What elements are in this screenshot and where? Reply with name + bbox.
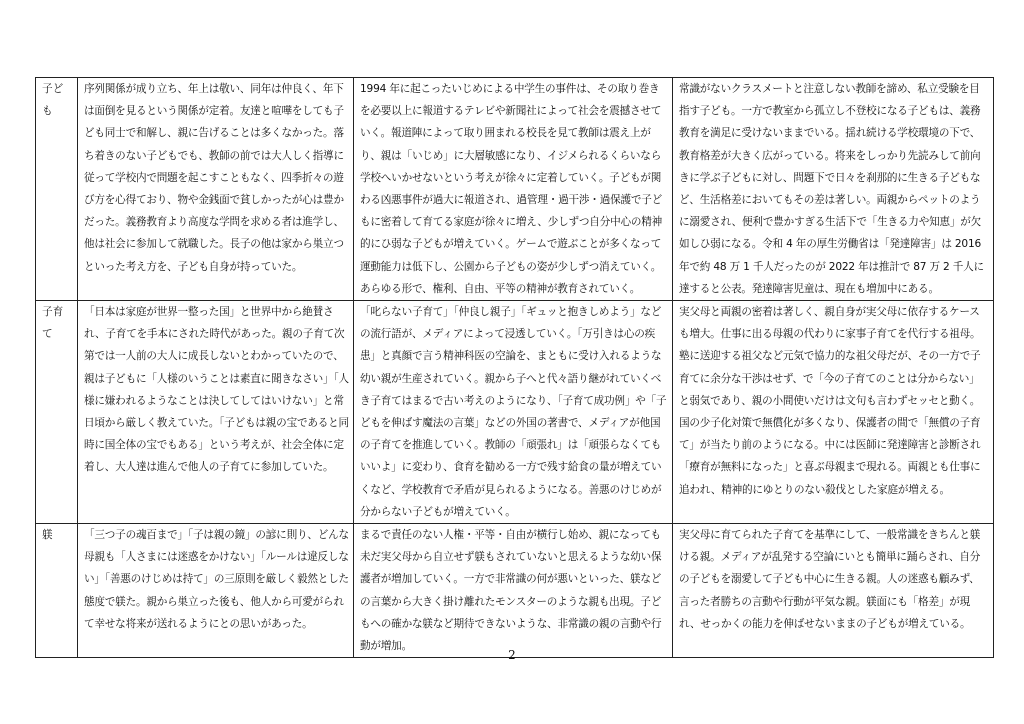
table-row-parenting	[36, 301, 994, 524]
row-label: 子育て	[36, 301, 78, 524]
table-cell: 常識がないクラスメートと注意しない教師を諦め、私立受験を目指す子ども。一方で教室から孤立し不登校になる子どもは、義務教育を満足に受けないままでいる。揺れ続ける学校環境の下で、教育格差が大きく広がっている。将来をしっかり先読みして前向きに学ぶ子どもに対し、問題下で日々を刹那的に生きる子どもなど、生活格差においてもその差は著しい。両親からペットのように溺愛され、便利で豊かすぎる生活下で「生きる力や知恵」が欠如しひ弱になる。令和 4 年の厚生労働省は「発達障害」は 2016 年で約 48 万 1 千人だったのが 2022 年は推計で 87 万 2 千人に達すると公表。発達障害児童は、現在も増加中にある。	[673, 78, 994, 301]
page-number: 2	[508, 648, 516, 662]
table-cell: 「日本は家庭が世界一整った国」と世界中から絶賛され、子育てを手本にされた時代があった。親の子育て次第では一人前の大人に成長しないとわかっていたので、親は子どもに「人様のいうことは素直に聞きなさい」「人様に嫌われるようなことは決してしてはいけない」と常日頃から厳しく教えていた。「子どもは親の宝であると同時に国全体の宝でもある」という考えが、社会全体に定着し、大人達は進んで他人の子育てに参加していた。	[78, 301, 354, 524]
row-label: 子ども	[36, 78, 78, 301]
row-label: 躾	[36, 524, 78, 658]
comparison-table	[35, 77, 994, 658]
table-cell: 「叱らない子育て」「仲良し親子」「ギュッと抱きしめよう」などの流行語が、メディアによって浸透していく。「万引きは心の疾患」と真顔で言う精神科医の空論を、まともに受け入れるような幼い親が生産されていく。親から子へと代々語り継がれていくべき子育てはまるで古い考えのようになり、「子育て成功例」や「子どもを伸ばす魔法の言葉」などの外国の著書で、メディアが他国の子育てを推進していく。教師の「頑張れ」は「頑張らなくてもいいよ」に変わり、食育を勧める一方で残す給食の量が増えていくなど、学校教育で矛盾が見られるようになる。善悪のけじめが分からない子どもが増えていく。	[354, 301, 673, 524]
table-cell: まるで責任のない人権・平等・自由が横行し始め、親になっても未だ実父母から自立せず躾もされていないと思えるような幼い保護者が増加していく。一方で非常識の何が悪いといった、躾などの言葉から大きく掛け離れたモンスターのような親も出現。子どもへの確かな躾など期待できないような、非常識の親の言動や行動が増加。	[354, 524, 673, 658]
table-row-discipline	[36, 524, 994, 658]
table-cell: 1994 年に起こったいじめによる中学生の事件は、その取り巻きを必要以上に報道するテレビや新聞社によって社会を震撼させていく。報道陣によって取り囲まれる校長を見て教師は震え上がり、親は「いじめ」に大層敏感になり、イジメられるくらいなら学校へいかせないという考えが徐々に定着していく。子どもが関わる凶悪事件が過大に報道され、過管理・過干渉・過保護で子どもに密着して育てる家庭が徐々に増え、少しずつ自分中心の精神的にひ弱な子どもが増えていく。ゲームで遊ぶことが多くなって運動能力は低下し、公園から子どもの姿が少しずつ消えていく。あらゆる形で、権利、自由、平等の精神が教育されていく。	[354, 78, 673, 301]
table-cell: 実父母に育てられた子育てを基準にして、一般常識をきちんと躾ける親。メディアが乱発する空論にいとも簡単に踊らされ、自分の子どもを溺愛して子ども中心に生きる親。人の迷惑も顧みず、言った者勝ちの言動や行動が平気な親。躾面にも「格差」が現れ、せっかくの能力を伸ばせないままの子どもが増えている。	[673, 524, 994, 658]
table-cell: 実父母と両親の密着は著しく、親自身が実父母に依存するケースも増大。仕事に出る母親の代わりに家事子育てを代行する祖母。塾に送迎する祖父など元気で協力的な祖父母だが、その一方で子育てに余分な干渉はせず、で「今の子育てのことは分からない」と弱気であり、親の小間使いだけは文句も言わずセッセと動く。国の少子化対策で無償化が多くなり、保護者の間で「無償の子育て」が当たり前のようになる。中には医師に発達障害と診断され「療育が無料になった」と喜ぶ母親まで現れる。両親とも仕事に追われ、精神的にゆとりのない殺伐とした家庭が増える。	[673, 301, 994, 524]
table-cell: 序列関係が成り立ち、年上は敬い、同年は仲良く、年下は面倒を見るという関係が定着。友達と喧嘩をしても子ども同士で和解し、親に告げることは多くなかった。落ち着きのない子どもでも、教師の前では大人しく指導に従って学校内で問題を起こすこともなく、四季折々の遊び方を心得ており、物や金銭面で貧しかったが心は豊かだった。義務教育より高度な学問を求める者は進学し、他は社会に参加して就職した。長子の他は家から巣立つといった考え方を、子ども自身が持っていた。	[78, 78, 354, 301]
table-row-children	[36, 78, 994, 301]
table-cell: 「三つ子の魂百まで」「子は親の鏡」の諺に則り、どんな母親も「人さまには迷惑をかけない」「ルールは違反しない」「善悪のけじめは持て」の三原則を厳しく毅然とした態度で躾た。親から巣立った後も、他人から可愛がられて幸せな将来が送れるようにとの思いがあった。	[78, 524, 354, 658]
